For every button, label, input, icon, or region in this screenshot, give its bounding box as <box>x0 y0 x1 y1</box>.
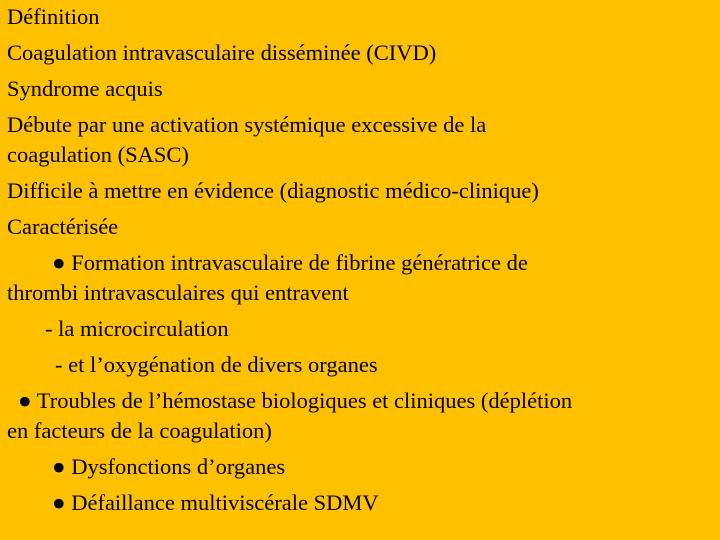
text-syndrome-acquis: Syndrome acquis <box>7 76 163 101</box>
bullet-troubles-line2: en facteurs de la coagulation) <box>7 418 272 443</box>
bullet-troubles-line1: ● Troubles de l’hémostase biologiques et cliniques (déplétion <box>18 388 573 413</box>
text-difficile: Difficile à mettre en évidence (diagnostic médico-clinique) <box>7 178 539 203</box>
bullet-formation-line2: thrombi intravasculaires qui entravent <box>7 280 349 305</box>
text-civd-title: Coagulation intravasculaire disséminée (CIVD) <box>7 40 437 65</box>
subitem-microcirculation: - la microcirculation <box>45 316 229 341</box>
subitem-oxygenation: - et l’oxygénation de divers organes <box>55 352 378 377</box>
text-debute-line1: Débute par une activation systémique excessive de la <box>7 112 487 137</box>
heading-definition: Définition <box>7 4 100 29</box>
bullet-defaillance: ● Défaillance multiviscérale SDMV <box>52 490 379 515</box>
heading-caracterisee: Caractérisée <box>7 214 119 239</box>
bullet-dysfonctions: ● Dysfonctions d’organes <box>52 454 286 479</box>
text-debute-line2: coagulation (SASC) <box>7 142 189 167</box>
bullet-formation-line1: ● Formation intravasculaire de fibrine génératrice de <box>52 250 528 275</box>
